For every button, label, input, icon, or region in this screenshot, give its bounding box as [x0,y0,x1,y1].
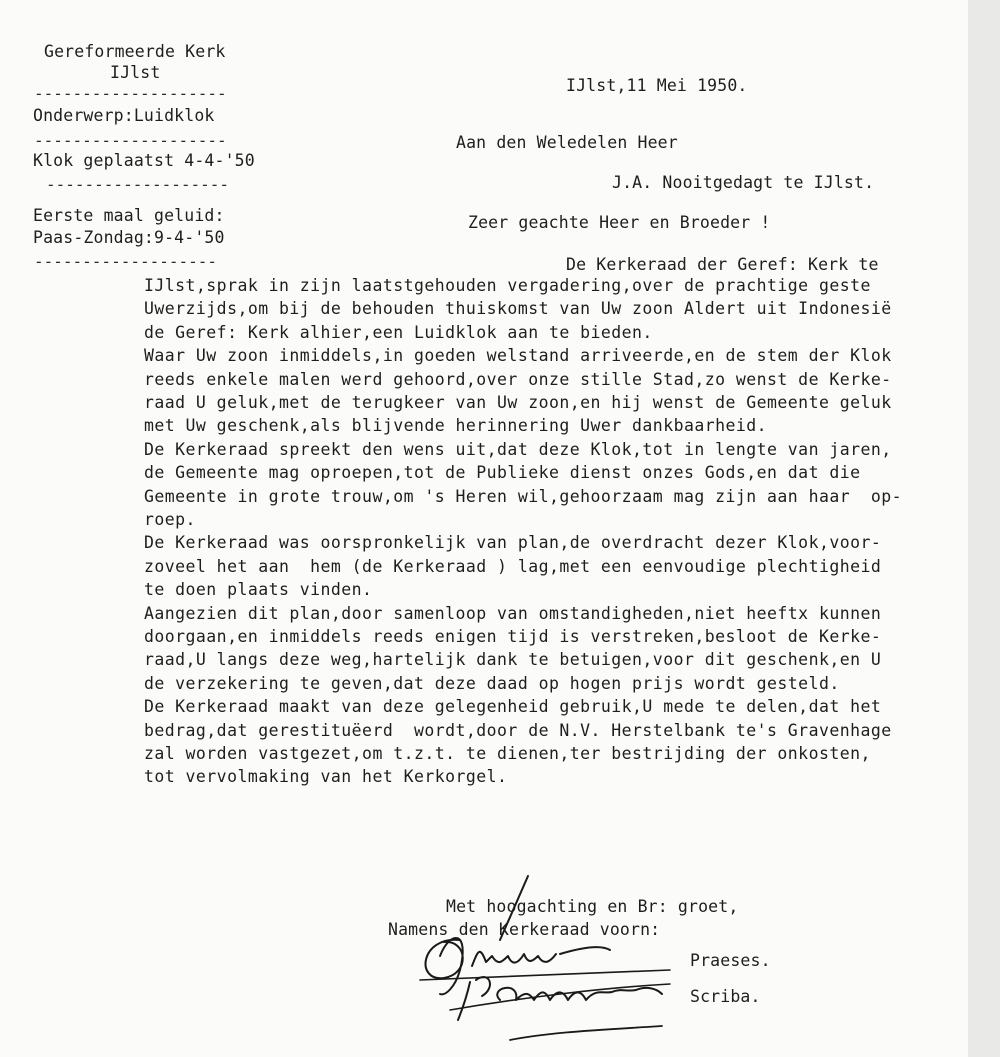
body-line: De Kerkeraad was oorspronkelijk van plan,de overdracht dezer Klok,voor- [144,533,882,553]
body-line: Aangezien dit plan,door samenloop van omstandigheden,niet heeftx kunnen [144,603,882,623]
body-line: de verzekering te geven,dat deze daad op hogen prijs wordt gesteld. [144,673,840,693]
body-line: De Kerkeraad maakt van deze gelegenheid gebruik,U mede te delen,dat het [144,697,882,717]
first-rung-label: Eerste maal geluid: [33,206,225,225]
divider-4: ------------------- [34,252,218,271]
org-name: Gereformeerde Kerk [44,42,226,61]
body-line: zal worden vastgezet,om t.z.t. te dienen,ter bestrijding der onkosten, [144,744,871,763]
body-line: doorgaan,en inmiddels reeds enigen tijd is verstreken,besloot de Kerke- [144,627,882,646]
body-line: IJlst,sprak in zijn laatstgehouden vergadering,over de prachtige geste [144,276,871,295]
body-line: de Gemeente mag oproepen,tot de Publieke dienst onzes Gods,en dat die [144,463,861,483]
body-line: reeds enkele malen werd gehoord,over onze stille Stad,zo wenst de Kerke- [144,369,892,389]
first-rung-date: Paas-Zondag:9-4-'50 [33,228,225,247]
subject-line: Onderwerp:Luidklok [33,106,215,125]
body-line: tot vervolmaking van het Kerkorgel. [144,767,508,787]
body-line: Uwerzijds,om bij de behouden thuiskomst van Uw zoon Aldert uit Indonesië [144,299,892,319]
body-line: bedrag,dat gerestituëerd wordt,door de N.V. Herstelbank te's Gravenhage [144,720,892,740]
body-line: raad U geluk,met de terugkeer van Uw zoon,en hij wenst de Gemeente geluk [144,393,892,412]
role-scriba: Scriba. [690,987,761,1006]
body-line: Waar Uw zoon inmiddels,in goeden welstand arriveerde,en de stem der Klok [144,346,892,366]
body-line: raad,U langs deze weg,hartelijk dank te betuigen,voor dit geschenk,en U [144,650,882,670]
salutation: Zeer geachte Heer en Broeder ! [468,213,771,232]
role-praeses: Praeses. [690,951,771,970]
body-line: De Kerkeraad spreekt den wens uit,dat deze Klok,tot in lengte van jaren, [144,439,892,459]
scan-margin [968,0,1000,1057]
handwritten-signatures-icon [400,870,700,1050]
bell-placed-date: Klok geplaatst 4-4-'50 [33,151,255,170]
closing-greeting: Met hoogachting en Br: groet, [446,897,739,916]
addressee-title: Aan den Weledelen Heer [456,133,678,152]
divider-1: -------------------- [34,84,227,103]
org-place: IJlst [110,63,161,82]
letter-opening: De Kerkeraad der Geref: Kerk te [566,255,879,274]
divider-2: -------------------- [34,131,227,150]
body-line: te doen plaats vinden. [144,580,373,600]
body-line: zoveel het aan hem (de Kerkeraad ) lag,met een eenvoudige plechtigheid [144,556,882,576]
body-line: de Geref: Kerk alhier,een Luidklok aan te bieden. [144,322,653,342]
divider-3: ------------------- [46,175,230,194]
body-line: Gemeente in grote trouw,om 's Heren wil,gehoorzaam mag zijn aan haar op- [144,486,903,506]
body-line: met Uw geschenk,als blijvende herinnering Uwer dankbaarheid. [144,416,768,436]
body-line: roep. [144,510,196,529]
closing-on-behalf: Namens den Kerkeraad voorn: [388,920,661,939]
letter-date: IJlst,11 Mei 1950. [566,76,748,95]
addressee-name: J.A. Nooitgedagt te IJlst. [612,173,875,192]
